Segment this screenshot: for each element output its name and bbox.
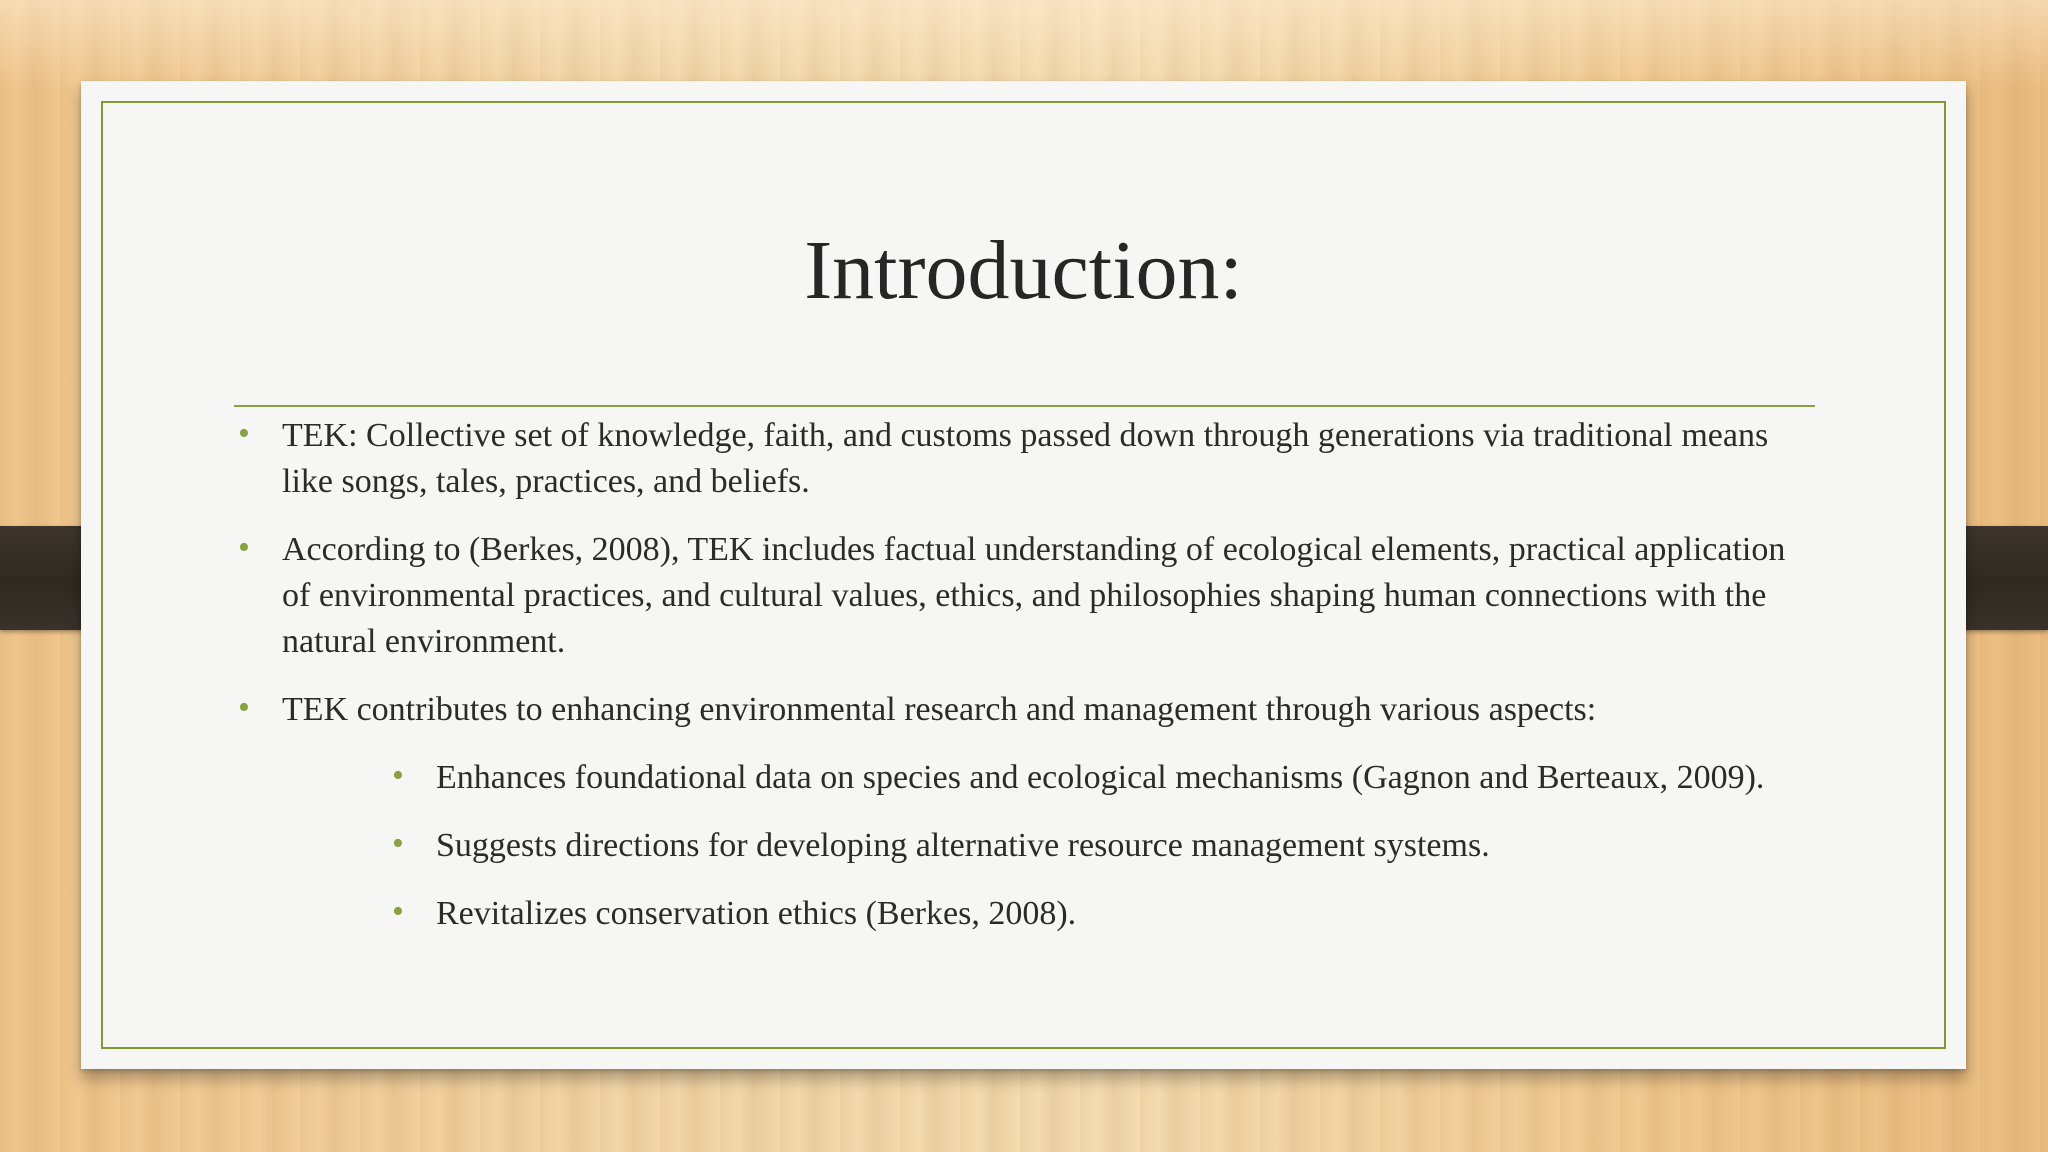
bullet-item [234, 687, 1802, 733]
wood-background [0, 0, 2048, 90]
bullet-item [234, 527, 1802, 665]
sub-bullet-text: Revitalizes conservation ethics (Berkes, 2008). [436, 895, 1077, 932]
sub-bullet-item [388, 823, 1826, 869]
bullet-dot-icon: • [392, 757, 404, 794]
bullet-text: According to (Berkes, 2008), TEK includes factual understanding of ecological elements, practical application of environmental practices, and cultural values, ethics, and philosophies shaping human connections with the natural environment. [282, 531, 1786, 660]
sub-bullet-item [388, 755, 1826, 801]
slide [81, 81, 1966, 1069]
bullet-dot-icon: • [238, 529, 250, 566]
bullet-dot-icon: • [238, 415, 250, 452]
slide-body [234, 413, 1874, 959]
slide-title: Introduction: [804, 224, 1243, 317]
bullet-text: TEK: Collective set of knowledge, faith, and customs passed down through generations via traditional means like songs, tales, practices, and beliefs. [282, 417, 1769, 500]
sub-bullet-text: Enhances foundational data on species and ecological mechanisms (Gagnon and Berteaux, 2009). [436, 759, 1765, 796]
bullet-text: TEK contributes to enhancing environmental research and management through various aspects: [282, 691, 1597, 728]
bullet-item [234, 413, 1802, 505]
bullet-dot-icon: • [392, 825, 404, 862]
bullet-dot-icon: • [238, 689, 250, 726]
title-divider [234, 405, 1815, 407]
sub-bullet-item [388, 891, 1826, 937]
sub-bullet-text: Suggests directions for developing alternative resource management systems. [436, 827, 1490, 864]
bullet-dot-icon: • [392, 893, 404, 930]
